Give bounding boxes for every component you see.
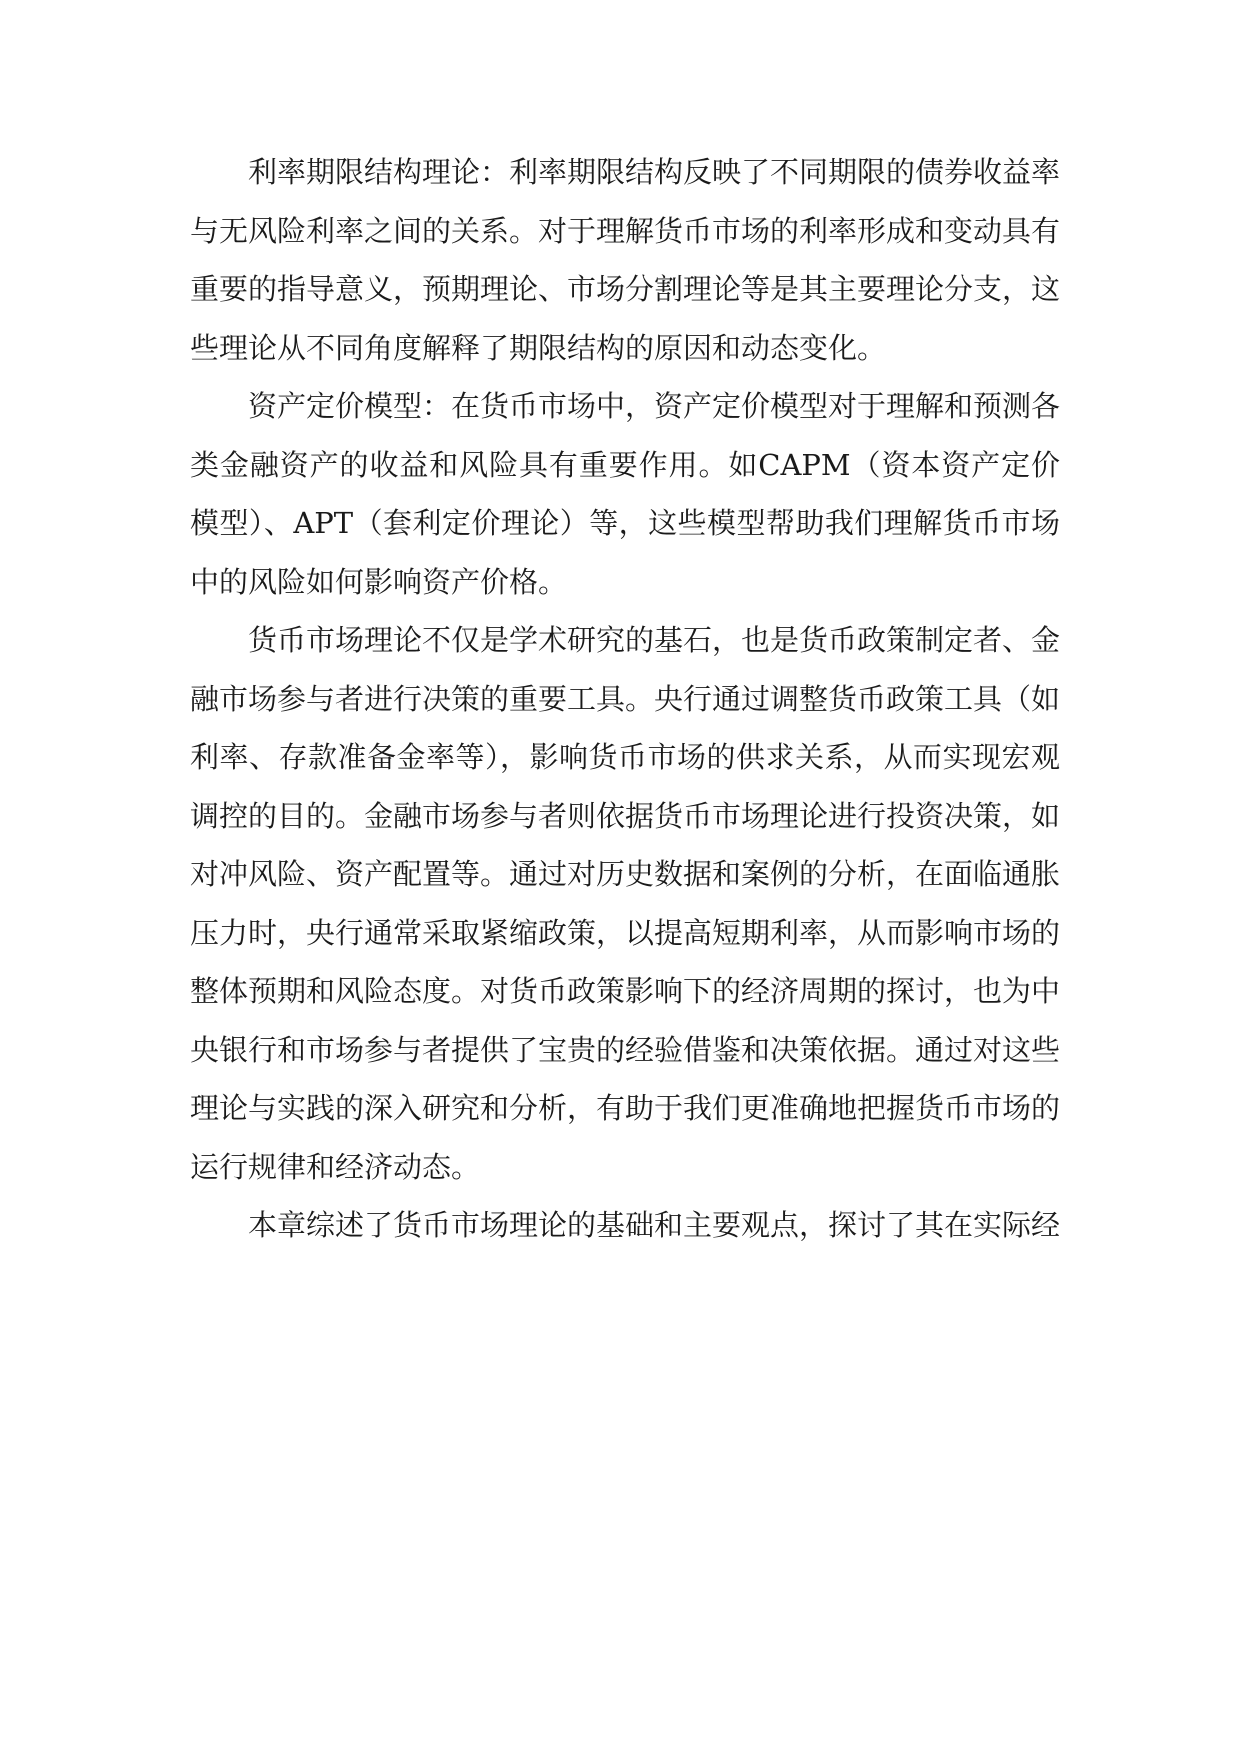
- paragraph-asset-pricing-models: 资产定价模型：在货币市场中，资产定价模型对于理解和预测各类金融资产的收益和风险具有重要作用。如CAPM（资本资产定价模型）、APT（套利定价理论）等，这些模型帮助我们理解货币市场中的风险如何影响资产价格。: [190, 389, 1061, 599]
- body-text: [190, 143, 1060, 1255]
- paragraph-term-structure-theory: 利率期限结构理论：利率期限结构反映了不同期限的债券收益率与无风险利率之间的关系。对于理解货币市场的利率形成和变动具有重要的指导意义，预期理论、市场分割理论等是其主要理论分支，这些理论从不同角度解释了期限结构的原因和动态变化。: [190, 155, 1061, 365]
- paragraph-money-market-theory-application: 货币市场理论不仅是学术研究的基石，也是货币政策制定者、金融市场参与者进行决策的重要工具。央行通过调整货币政策工具（如利率、存款准备金率等），影响货币市场的供求关系，从而实现宏观调控的目的。金融市场参与者则依据货币市场理论进行投资决策，如对冲风险、资产配置等。通过对历史数据和案例的分析，在面临通胀压力时，央行通常采取紧缩政策，以提高短期利率，从而影响市场的整体预期和风险态度。对货币政策影响下的经济周期的探讨，也为中央银行和市场参与者提供了宝贵的经验借鉴和决策依据。通过对这些理论与实践的深入研究和分析，有助于我们更准确地把握货币市场的运行规律和经济动态。: [190, 623, 1061, 1184]
- paragraph-chapter-summary: 本章综述了货币市场理论的基础和主要观点，探讨了其在实际经: [248, 1208, 1061, 1242]
